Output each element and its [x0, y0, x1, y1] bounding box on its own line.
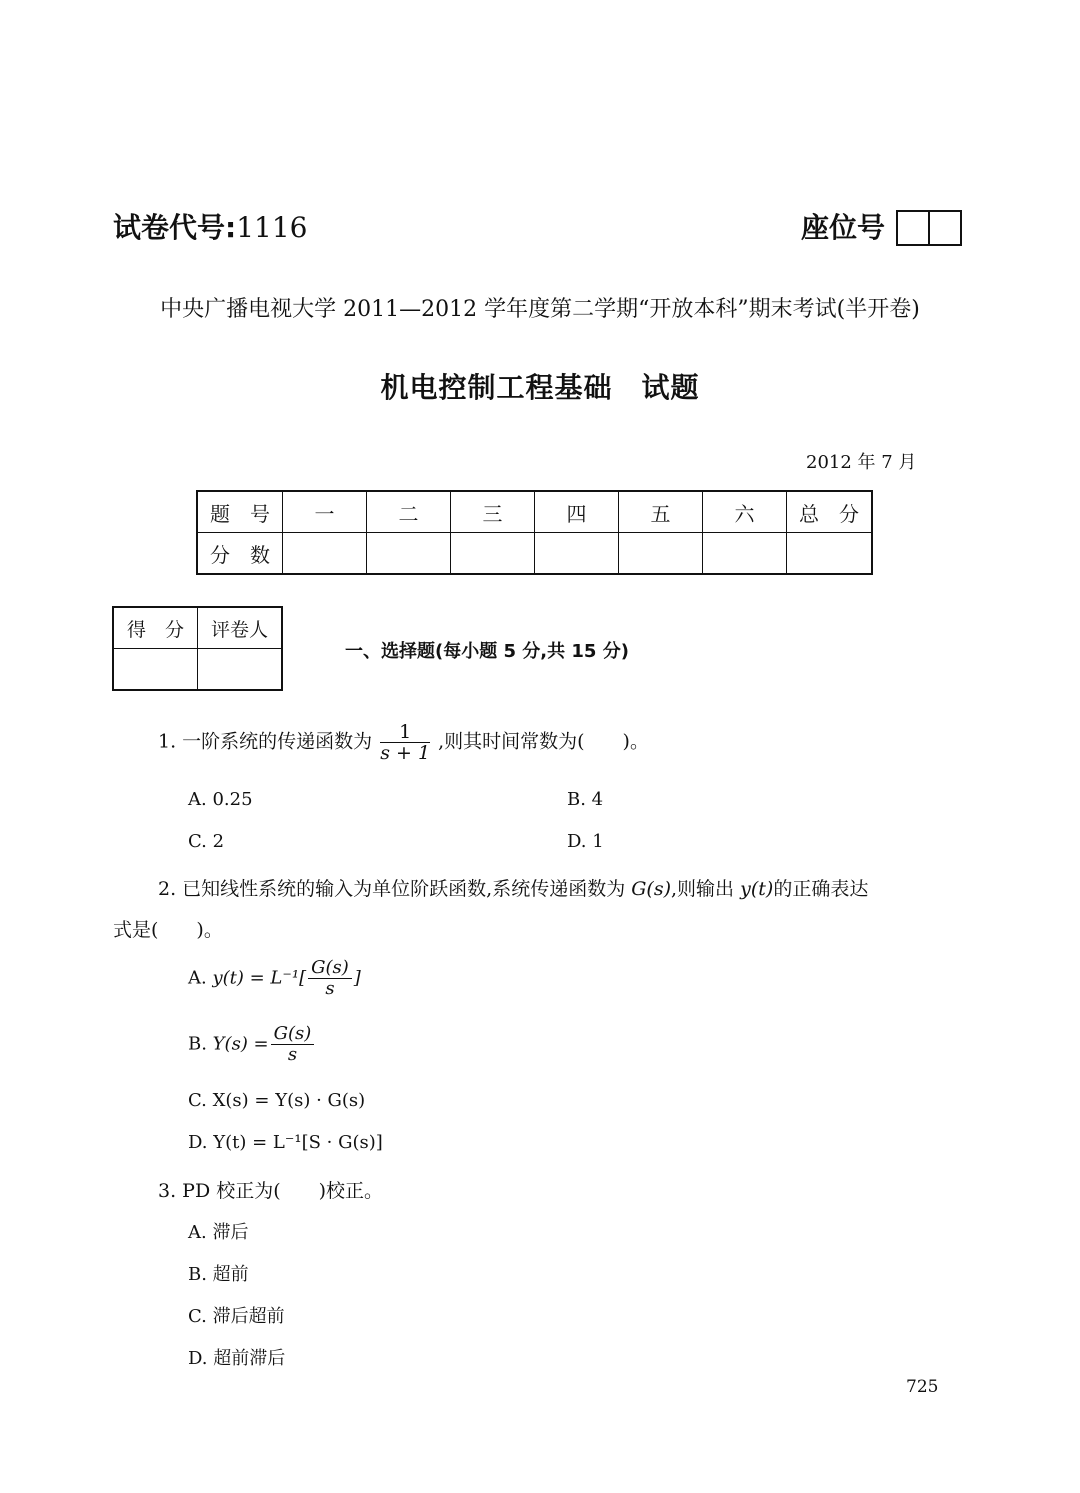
- score-cell[interactable]: [283, 533, 367, 575]
- exam-title: 机电控制工程基础 试题: [380, 371, 700, 404]
- paper-code-label: 试卷代号:: [113, 211, 237, 244]
- paper-code: [113, 206, 307, 246]
- q2-text-b: ,则输出: [671, 878, 741, 900]
- q1-prefix: 1. 一阶系统的传递函数为: [158, 730, 373, 753]
- score-table-cell: 题 号: [197, 491, 283, 533]
- q3-option-b[interactable]: B. 超前: [188, 1264, 249, 1285]
- q2-a-expr: y(t) = L⁻¹[: [212, 967, 307, 989]
- q2-a-tail: ]: [353, 967, 361, 989]
- q2-option-a[interactable]: [188, 958, 361, 999]
- q1-fraction-denominator: s + 1: [380, 742, 431, 764]
- score-cell[interactable]: [451, 533, 535, 575]
- seat-label: 座位号: [801, 211, 886, 244]
- seat-box-2[interactable]: [928, 210, 962, 246]
- section-title: 一、选择题(每小题 5 分,共 15 分): [345, 641, 629, 662]
- q2-b-denominator: s: [287, 1044, 298, 1065]
- q1-option-c[interactable]: C. 2: [188, 831, 225, 852]
- score-table-cell: 三: [451, 491, 535, 533]
- q2-b-lead: B.: [188, 1033, 213, 1055]
- score-table-cell: 总 分: [787, 491, 873, 533]
- exam-date: 2012 年 7 月: [806, 452, 917, 473]
- q2-gs: G(s): [631, 878, 672, 900]
- score-table-header-row: [197, 491, 872, 533]
- q1-suffix: ,则其时间常数为( )。: [438, 730, 649, 753]
- q2-b-expr: Y(s) =: [212, 1033, 269, 1055]
- score-table-score-row: [197, 533, 872, 575]
- q2-text-a: 2. 已知线性系统的输入为单位阶跃函数,系统传递函数为: [158, 878, 632, 900]
- score-cell[interactable]: [619, 533, 703, 575]
- q3-option-c[interactable]: C. 滞后超前: [188, 1306, 285, 1327]
- q2-option-b[interactable]: [188, 1024, 316, 1065]
- q2-option-d[interactable]: D. Y(t) = L⁻¹[S · G(s)]: [188, 1132, 383, 1153]
- q2-text-c: 的正确表达: [773, 878, 869, 900]
- score-row-label: 分 数: [197, 533, 283, 575]
- q3-option-a[interactable]: A. 滞后: [188, 1222, 249, 1243]
- question-2-stem-cont: 式是( )。: [113, 919, 223, 941]
- score-table-cell: 四: [535, 491, 619, 533]
- score-table: [196, 490, 873, 575]
- score-cell[interactable]: [535, 533, 619, 575]
- page-number: 725: [906, 1377, 939, 1397]
- q2-yt: y(t): [740, 878, 774, 900]
- q1-option-a[interactable]: A. 0.25: [188, 789, 253, 810]
- q1-fraction-numerator: 1: [380, 722, 430, 743]
- q2-option-c[interactable]: C. X(s) = Y(s) · G(s): [188, 1090, 366, 1111]
- q2-a-numerator: G(s): [308, 958, 352, 979]
- exam-subtitle: 中央广播电视大学 2011—2012 学年度第二学期“开放本科”期末考试(半开卷): [160, 297, 920, 322]
- grader-score-cell[interactable]: [113, 649, 198, 691]
- q2-b-fraction: [271, 1024, 315, 1065]
- question-3-stem: 3. PD 校正为( )校正。: [158, 1180, 384, 1202]
- grader-box: [112, 606, 283, 691]
- q2-a-lead: A.: [188, 967, 213, 989]
- score-cell[interactable]: [787, 533, 873, 575]
- q1-fraction: [380, 722, 430, 763]
- q2-a-denominator: s: [325, 978, 335, 999]
- seat-box-1[interactable]: [896, 210, 930, 246]
- paper-code-number: 1116: [236, 211, 308, 244]
- grader-name-label: 评卷人: [198, 607, 283, 649]
- question-1-stem: [158, 722, 649, 763]
- score-cell[interactable]: [367, 533, 451, 575]
- q2-b-numerator: G(s): [271, 1024, 315, 1045]
- q1-option-d[interactable]: D. 1: [567, 831, 604, 852]
- grader-name-cell[interactable]: [198, 649, 283, 691]
- score-table-cell: 一: [283, 491, 367, 533]
- score-cell[interactable]: [703, 533, 787, 575]
- q1-option-b[interactable]: B. 4: [567, 789, 604, 810]
- q3-option-d[interactable]: D. 超前滞后: [188, 1348, 286, 1369]
- score-table-cell: 六: [703, 491, 787, 533]
- q2-a-fraction: [308, 958, 352, 999]
- score-table-cell: 五: [619, 491, 703, 533]
- grader-score-label: 得 分: [113, 607, 198, 649]
- score-table-cell: 二: [367, 491, 451, 533]
- question-2-stem: [158, 874, 868, 901]
- seat-number-boxes[interactable]: [898, 210, 962, 246]
